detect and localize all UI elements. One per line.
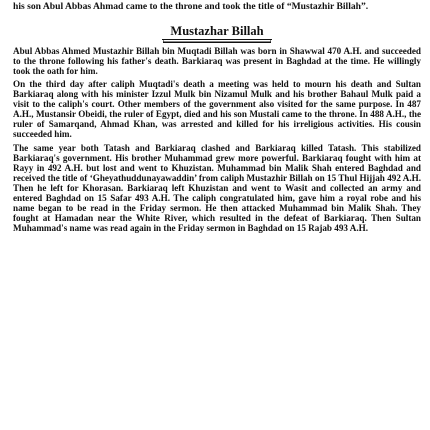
paragraph-2: On the third day after caliph Muqtadi's death a meeting was held to mourn his death and Sultan Barkiaraq along with his minister Izzul Mulk bin Nizamul Mulk and his brother Bahaul Mulk paid a visit to the caliph's court. Other members of the government also visited for the same purpose. In 487 A.H., Mustansir Obeidi, the ruler of Egypt, died and his son Mustali came to the throne. In 488 A.H., the ruler of Samarqand, Ahmad Khan, was arrested and killed for his irreligious activities. His cousin succeeded him. [13, 79, 421, 140]
paragraph-1: Abul Abbas Ahmed Mustazhir Billah bin Muqtadi Billah was born in Shawwal 470 A.H. and succeeded to the throne following his father's death. Barkiaraq was present in Baghdad at the time. He willingly took the oath for him. [13, 45, 421, 76]
section-heading: Mustazhar Billah [162, 24, 271, 40]
paragraph-3: The same year both Tatash and Barkiaraq clashed and Barkiaraq killed Tatash. This stabilized Barkiaraq's government. His brother Muhammad grew more powerful. Barkiaraq fought with him at Rayy in 492 A.H. but lost and went to Khuzistan. Muhammad bin Malik Shah entered Baghdad and received the title of ‘Gheyathuddunayawaddin’ from caliph Mustazhir Billah on 15 Thul Hijjah 492 A.H. Then he left for Khorasan. Barkiaraq left Khuzistan and went to Wasit and collected an army and entered Baghdad on 15 Safar 493 A.H. The caliph congratulated him, gave him a royal robe and his name began to be read in the Friday sermon. He then attacked Muhammad bin Malik Shah. They fought at Hamadan near the White River, which resulted in the defeat of Barkiaraq. Then Sultan Muhammad's name was read again in the Friday sermon in Baghdad on 15 Rajab 493 A.H. [13, 143, 421, 233]
intro-text: his son Abul Abbas Ahmad came to the throne and took the title of “Mustazhir Billah”. [13, 1, 369, 12]
heading-wrap [13, 22, 421, 40]
